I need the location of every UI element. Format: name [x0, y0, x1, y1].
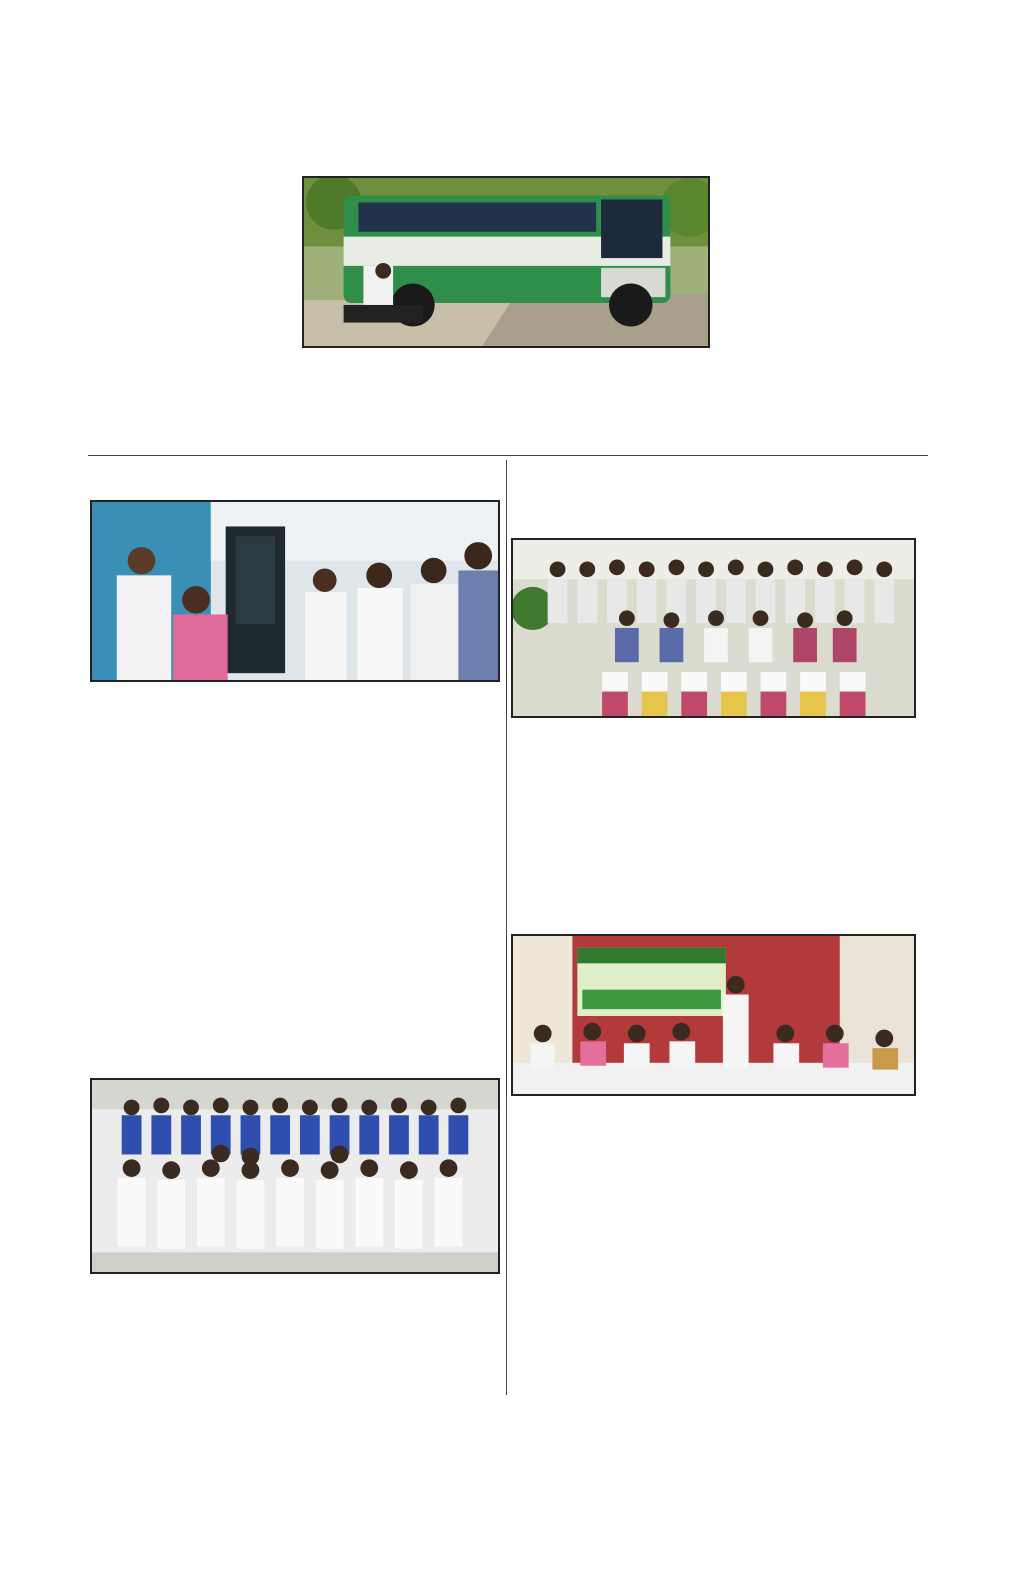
headline-college-line2	[512, 492, 924, 526]
story-college-col1	[512, 724, 607, 842]
story-college-col2	[614, 724, 711, 842]
photo-college-students	[511, 538, 916, 718]
story-barrier-mid-left	[302, 355, 500, 450]
story-barrier-col4	[717, 175, 922, 450]
headline-hopcoms-line1	[512, 850, 924, 886]
story-barrier-mid-right	[508, 355, 710, 450]
story-barrier-col1	[90, 175, 295, 450]
story-teresa-body	[90, 1280, 502, 1415]
headline-teresa	[88, 1040, 503, 1074]
story-dairy-body	[90, 688, 502, 1034]
photo-dairy-inauguration	[90, 500, 500, 682]
masthead	[0, 95, 1020, 110]
story-college-col3	[718, 724, 815, 842]
story-hopcoms-col1	[512, 1102, 712, 1392]
photo-bus-accident	[302, 176, 710, 348]
story-college-col4	[822, 724, 922, 842]
headline-dairy	[88, 462, 503, 498]
photo-teresa-students	[90, 1078, 500, 1274]
story-hopcoms-col2	[720, 1102, 922, 1392]
headline-hopcoms-line2	[512, 890, 924, 926]
headline-barrier	[88, 115, 928, 167]
photo-hopcoms-meeting	[511, 934, 916, 1096]
headline-college-line1	[512, 456, 924, 490]
column-divider	[506, 460, 507, 1395]
